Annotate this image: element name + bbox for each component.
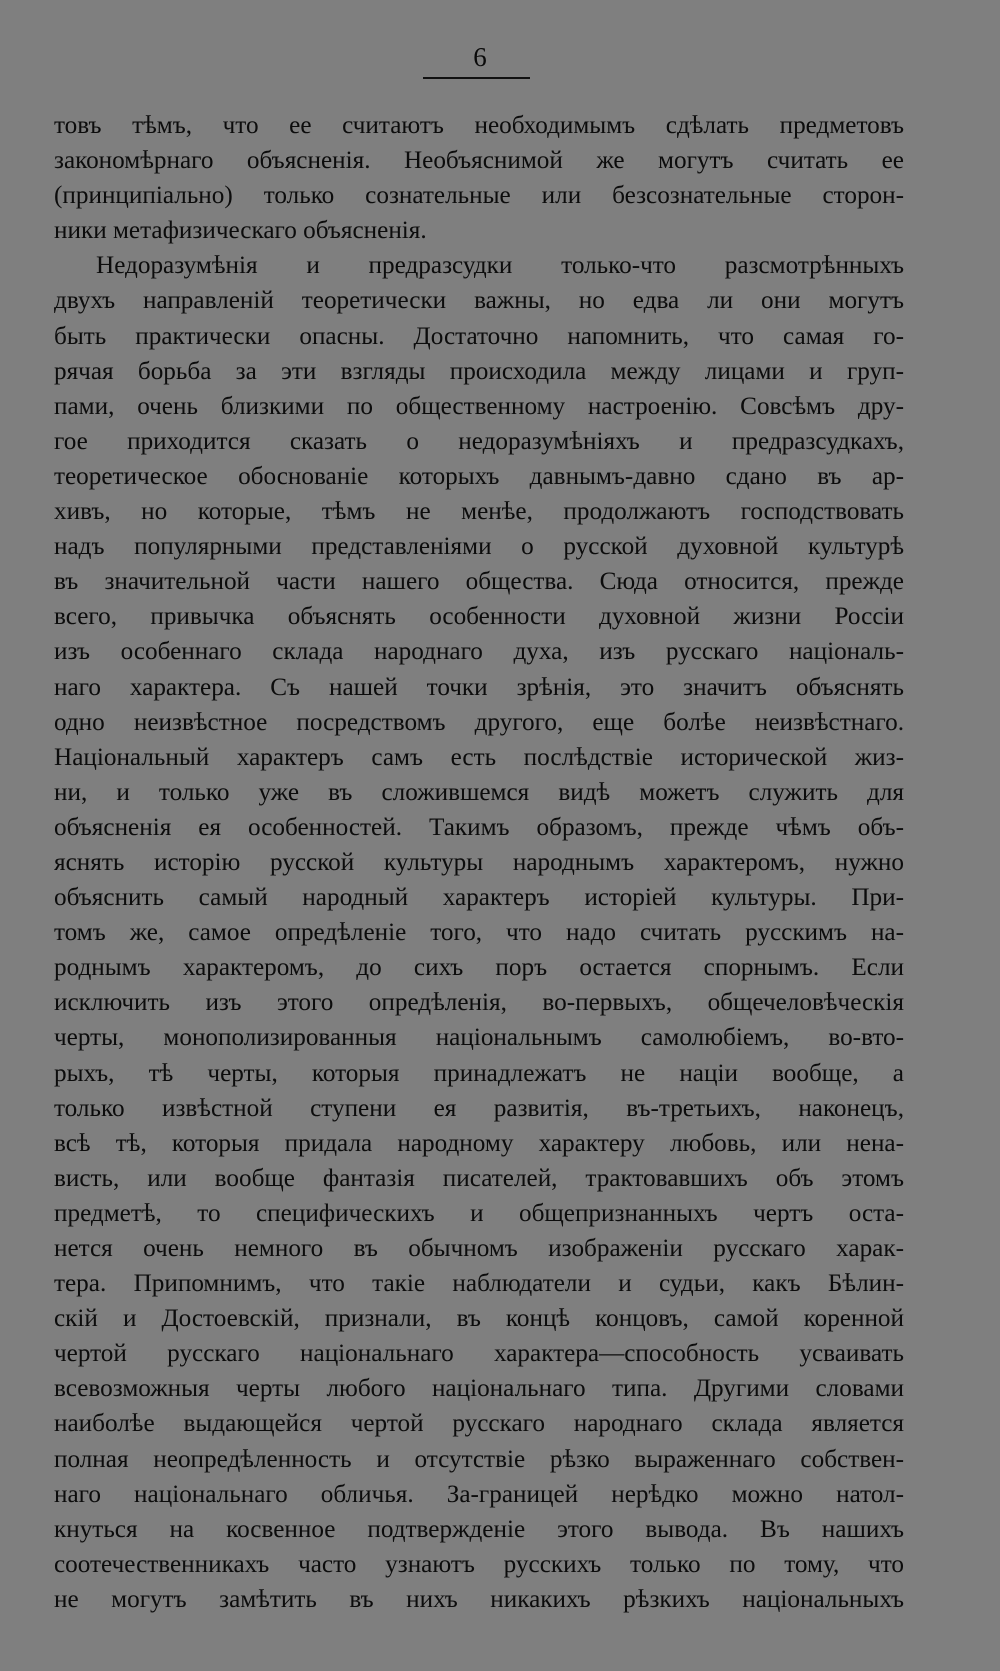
text-line: наго національнаго обличья. За-границей нерѣдко можно натол- [54,1480,904,1508]
page-number-rule [423,77,530,79]
text-line: яснять исторію русской культуры народнымъ характеромъ, нужно [54,848,904,876]
text-line: быть практически опасны. Достаточно напомнить, что самая го- [54,322,904,350]
text-line: объясненія ея особенностей. Такимъ образомъ, прежде чѣмъ объ- [54,813,904,841]
text-line: исключить изъ этого опредѣленія, во-первыхъ, общечеловѣческія [54,989,904,1017]
text-line: товъ тѣмъ, что ее считаютъ необходимымъ сдѣлать предметовъ [54,112,904,139]
text-line: не могутъ замѣтить въ нихъ никакихъ рѣзкихъ національныхъ [54,1585,904,1613]
body-text [54,108,904,1617]
text-line: надъ популярными представленіями о русской духовной культурѣ [54,533,904,561]
text-line: наго характера. Съ нашей точки зрѣнія, это значитъ объяснять [54,673,904,701]
text-line: пами, очень близкими по общественному настроенію. Совсѣмъ дру- [54,392,904,420]
text-line: ни, и только уже въ сложившемся видѣ можетъ служить для [54,778,904,806]
text-line: всевозможныя черты любого національнаго типа. Другими словами [54,1375,904,1403]
text-line: въ значительной части нашего общества. Сюда относится, прежде [54,568,904,596]
text-line: томъ же, самое опредѣленіе того, что надо считать русскимъ на- [54,919,904,947]
text-line: только извѣстной ступени ея развитія, въ-третьихъ, наконецъ, [54,1094,904,1122]
text-line: соотечественникахъ часто узнаютъ русскихъ только по тому, что [54,1550,904,1578]
text-line: рячая борьба за эти взгляды происходила между лицами и груп- [54,357,904,385]
page-number-wrap [0,42,960,73]
text-line: наиболѣе выдающейся чертой русскаго народнаго склада является [54,1410,904,1438]
text-line: двухъ направленій теоретически важны, но едва ли они могутъ [54,287,904,315]
text-line: изъ особеннаго склада народнаго духа, изъ русскаго національ- [54,638,904,666]
text-line: объяснить самый народный характеръ исторіей культуры. При- [54,884,904,912]
text-line: хивъ, но которые, тѣмъ не менѣе, продолжаютъ господствовать [54,498,904,526]
text-line: всѣ тѣ, которыя придала народному характеру любовь, или нена- [54,1129,904,1157]
page-number: 6 [473,42,487,72]
text-line: теоретическое обоснованіе которыхъ давнымъ-давно сдано въ ар- [54,462,904,490]
text-line: скій и Достоевскій, признали, въ концѣ концовъ, самой коренной [54,1305,904,1333]
text-line: рыхъ, тѣ черты, которыя принадлежатъ не націи вообще, а [54,1059,904,1087]
text-line: чертой русскаго національнаго характера—способность усваивать [54,1340,904,1368]
text-line: кнуться на косвенное подтвержденіе этого вывода. Въ нашихъ [54,1515,904,1543]
text-line: нется очень немного въ обычномъ изображеніи русскаго харак- [54,1235,904,1262]
text-line: закономѣрнаго объясненія. Необъяснимой же могутъ считать ее [54,147,904,175]
text-line: черты, монополизированныя національнымъ самолюбіемъ, во-вто- [54,1024,904,1052]
text-line: висть, или вообще фантазія писателей, трактовавшихъ объ этомъ [54,1164,904,1192]
text-line: полная неопредѣленность и отсутствіе рѣзко выраженнаго собствен- [54,1445,904,1473]
text-line: Національный характеръ самъ есть послѣдствіе исторической жиз- [54,743,904,771]
paragraph [54,108,904,248]
text-line: всего, привычка объяснять особенности духовной жизни Россіи [54,603,904,631]
text-line: ники метафизическаго объясненія. [54,217,427,245]
text-line: (принципіально) только сознательные или безсознательные сторон- [54,182,904,210]
text-line: Недоразумѣнія и предразсудки только-что разсмотрѣнныхъ [96,252,904,280]
text-line: тера. Припомнимъ, что такіе наблюдатели и судьи, какъ Бѣлин- [54,1270,904,1298]
text-line: роднымъ характеромъ, до сихъ поръ остается спорнымъ. Если [54,954,904,982]
paragraph [54,248,904,1617]
text-line: предметѣ, то специфическихъ и общепризнанныхъ чертъ оста- [54,1199,904,1227]
text-line: одно неизвѣстное посредствомъ другого, еще болѣе неизвѣстнаго. [54,708,904,736]
text-line: гое приходится сказать о недоразумѣніяхъ и предразсудкахъ, [54,427,904,455]
